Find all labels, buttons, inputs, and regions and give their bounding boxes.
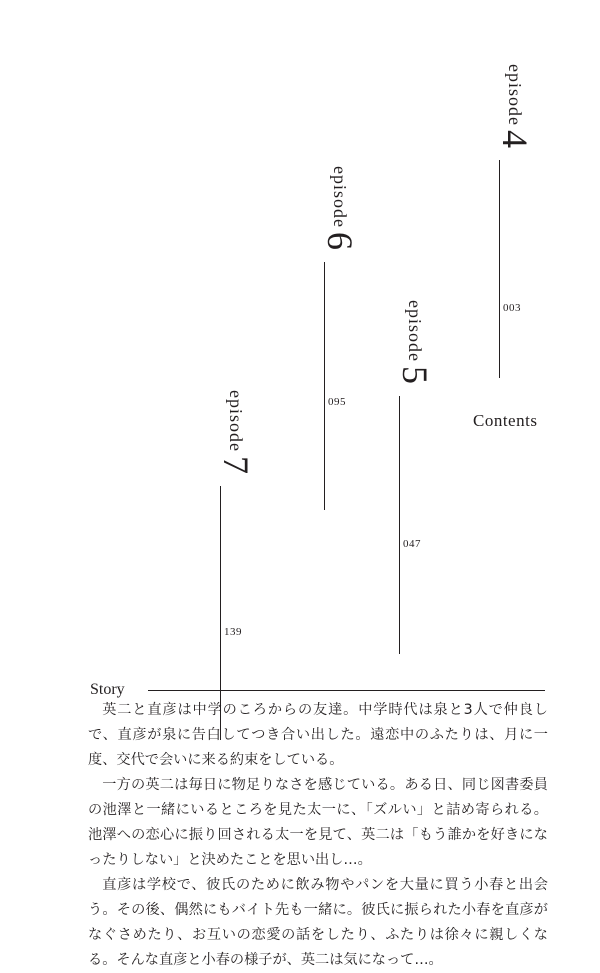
story-divider bbox=[148, 690, 545, 691]
page-number: 139 bbox=[224, 626, 242, 638]
episode-number: 4 bbox=[495, 129, 535, 148]
story-header bbox=[90, 680, 545, 700]
toc-leader-line bbox=[399, 396, 400, 654]
toc-leader-line bbox=[499, 160, 500, 378]
page-number: 047 bbox=[403, 538, 421, 550]
page-number: 095 bbox=[328, 396, 346, 408]
story-synopsis bbox=[88, 698, 548, 973]
episode-label: episode bbox=[330, 166, 350, 228]
contents-heading: Contents bbox=[473, 411, 538, 430]
episode-label: episode bbox=[405, 300, 425, 362]
story-paragraph: 英二と直彦は中学のころからの友達。中学時代は泉と3人で仲良しで、直彦が泉に告白してつき合い出した。遠恋中のふたりは、月に一度、交代で会いに来る約束をしている。 bbox=[88, 702, 548, 768]
page-number: 003 bbox=[503, 302, 521, 314]
story-paragraph: 一方の英二は毎日に物足りなさを感じている。ある日、同じ図書委員の池澤と一緒にいるところを見た太一に、「ズルい」と詰め寄られる。池澤への恋心に振り回される太一を見て、英二は「もう誰かを好きになったりしない」と決めたことを思い出し…。 bbox=[88, 777, 548, 868]
episode-number: 7 bbox=[216, 455, 256, 474]
episode-number: 5 bbox=[395, 365, 435, 384]
toc-leader-line bbox=[324, 262, 325, 510]
story-title: Story bbox=[90, 681, 125, 698]
episode-number: 6 bbox=[320, 231, 360, 250]
story-paragraph: 直彦は学校で、彼氏のために飲み物やパンを大量に買う小春と出会う。その後、偶然にもバイト先も一緒に。彼氏に振られた小春を直彦がなぐさめたり、お互いの恋愛の話をしたり、ふたりは徐々に親しくなる。そんな直彦と小春の様子が、英二は気になって…。 bbox=[88, 877, 548, 968]
episode-label: episode bbox=[505, 64, 525, 126]
episode-label: episode bbox=[226, 390, 246, 452]
